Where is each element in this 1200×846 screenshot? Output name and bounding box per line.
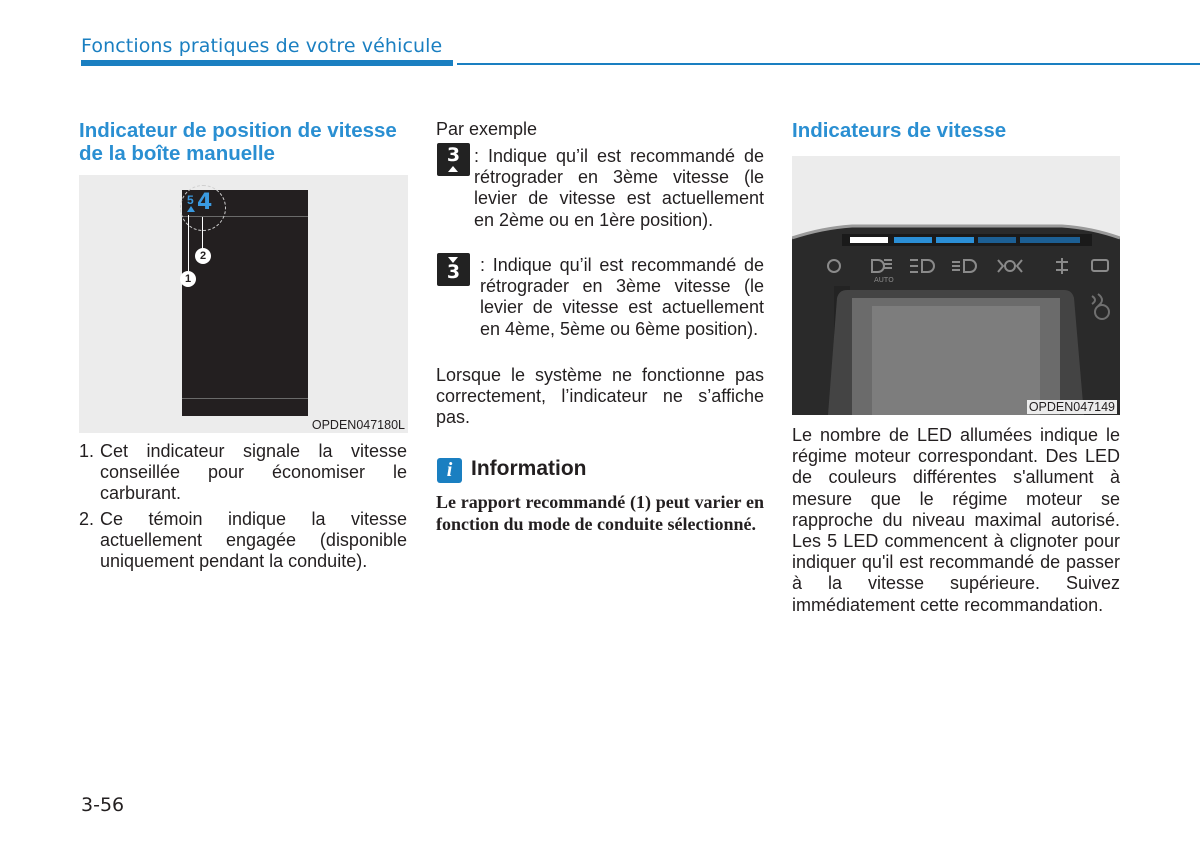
left-section-title: Indicateur de position de vitesse de la boîte manuelle xyxy=(79,119,397,165)
list-item-text: Cet indicateur signale la vitesse conseillée pour économiser le carburant. xyxy=(100,441,407,504)
info-text: Le rapport recommandé (1) peut varier en fonction du mode de conduite sélectionné. xyxy=(436,492,764,534)
up-triangle-icon xyxy=(448,166,458,172)
header-rule-thin xyxy=(457,63,1200,65)
callout-marker-2: 2 xyxy=(195,248,211,264)
header-rule-thick xyxy=(81,60,453,66)
current-gear-digit: 4 xyxy=(197,190,213,215)
list-item-number: 1. xyxy=(79,441,95,461)
shift-led-1 xyxy=(850,237,888,243)
display-line-bottom xyxy=(182,398,308,399)
shift-up-icon xyxy=(437,253,470,286)
page-number: 3-56 xyxy=(81,794,125,816)
right-section-title: Indicateurs de vitesse xyxy=(792,119,1007,142)
downshift-description: : Indique qu’il est recommandé de rétrograder en 3ème vitesse (le levier de vitesse est actuellement en 2ème ou en 1ère position). xyxy=(474,146,764,230)
figure-caption-left: OPDEN047180L xyxy=(311,418,405,432)
callout-line-2 xyxy=(202,217,203,249)
right-body-text: Le nombre de LED allumées indique le régime moteur correspondant. Des LED de couleurs différentes s'allument à mesure que le régime moteur se rapproche du niveau maximal autorisé. Les 5 LED commencent à clignoter pour indiquer qu'il est recommandé de passer à la vitesse supérieure. Suivez immédiatement cette recommandation. xyxy=(792,425,1120,615)
callout-marker-1: 1 xyxy=(180,271,196,287)
shift-up-digit: 3 xyxy=(446,261,461,283)
left-item-list xyxy=(79,441,407,576)
shift-down-icon xyxy=(437,143,470,176)
svg-text:AUTO: AUTO xyxy=(874,276,894,284)
shift-led-figure xyxy=(792,156,1120,415)
shift-led-2 xyxy=(894,237,932,243)
malfunction-note: Lorsque le système ne fonctionne pas correctement, l’indicateur ne s’affiche pas. xyxy=(436,365,764,428)
callout-line-1 xyxy=(188,215,189,271)
recommended-gear-arrow xyxy=(187,206,195,212)
list-item xyxy=(79,441,407,505)
example-label: Par exemple xyxy=(436,119,538,139)
list-item-text: Ce témoin indique la vitesse actuellement engagée (disponible uniquement pendant la conduite). xyxy=(100,508,407,572)
list-item xyxy=(79,509,407,573)
shift-led-5 xyxy=(1020,237,1080,243)
info-icon: i xyxy=(437,458,462,483)
shift-led-4 xyxy=(978,237,1016,243)
info-title: Information xyxy=(471,457,587,480)
list-item-number: 2. xyxy=(79,508,95,529)
shift-led-3 xyxy=(936,237,974,243)
gear-indicator-figure xyxy=(79,175,408,433)
upshift-description: : Indique qu’il est recommandé de rétrograder en 3ème vitesse (le levier de vitesse est actuellement en 4ème, 5ème ou 6ème position). xyxy=(480,255,764,339)
figure-caption-right: OPDEN047149 xyxy=(1028,400,1115,414)
running-header: Fonctions pratiques de votre véhicule xyxy=(81,35,443,57)
recommended-gear-digit: 5 xyxy=(187,193,194,207)
shift-down-digit: 3 xyxy=(446,144,461,166)
instrument-cluster-illustration xyxy=(792,156,1120,415)
